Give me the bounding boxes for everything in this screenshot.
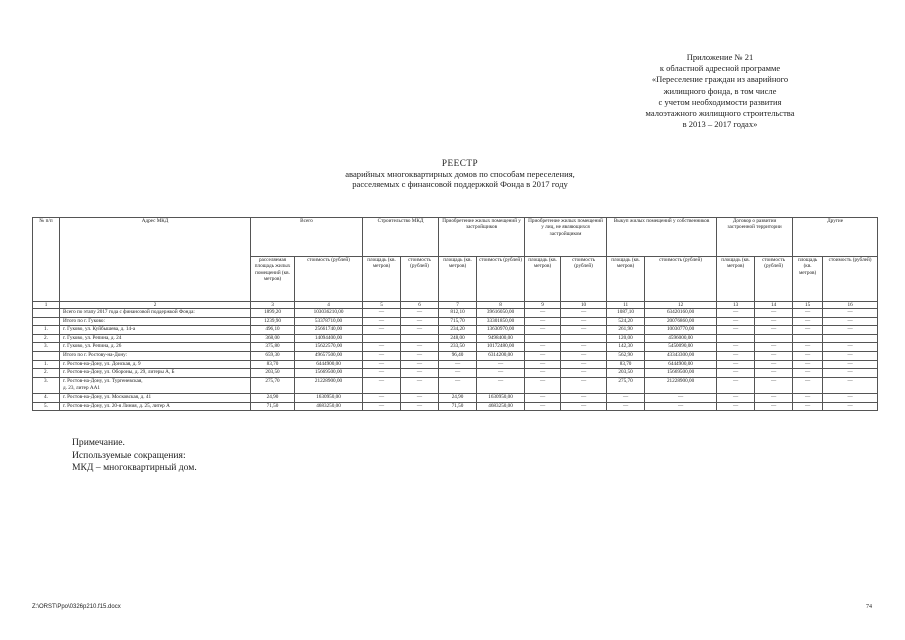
value-cell [363,334,401,343]
value-cell: — [793,377,823,393]
value-cell: — [401,402,439,411]
value-cell: — [717,309,755,318]
value-cell: 248,00 [439,334,477,343]
value-cell: 812,10 [439,309,477,318]
value-cell: — [755,317,793,326]
value-cell: 21228900,00 [645,377,717,393]
value-cell: — [525,402,561,411]
value-cell: — [823,360,878,369]
value-cell: 71,50 [439,402,477,411]
value-cell: 496,10 [251,326,295,335]
column-number-cell: 1 [33,302,60,309]
value-cell: 375,80 [251,343,295,352]
value-cell: — [717,402,755,411]
header-acquisition-others: Приобретение жилых помещений у лиц, не являющихся застройщиком [525,218,607,257]
value-cell: 15669500,00 [295,369,363,378]
value-cell: — [439,360,477,369]
column-number-cell: 5 [363,302,401,309]
sub-header-cost: стоимость (рублей) [561,257,607,302]
table-row [33,377,878,393]
value-cell: — [823,377,878,393]
value-cell: — [607,402,645,411]
row-number-cell: 1. [33,326,60,335]
value-cell: — [793,326,823,335]
note-abbrev-heading: Используемые сокращения: [72,449,186,461]
value-cell: 1630950,00 [477,393,525,402]
column-number-cell: 9 [525,302,561,309]
value-cell: 261,90 [607,326,645,335]
row-number-cell: 4. [33,393,60,402]
address-cell [60,360,251,369]
column-number-cell: 4 [295,302,363,309]
header-buyout: Выкуп жилых помещений у собственников [607,218,717,257]
value-cell: 4683250,00 [477,402,525,411]
column-number-cell: 8 [477,302,525,309]
table-row [33,369,878,378]
value-cell: 71,50 [251,402,295,411]
value-cell: — [363,393,401,402]
value-cell: 24,90 [251,393,295,402]
value-cell: — [561,360,607,369]
column-number-cell: 7 [439,302,477,309]
value-cell: — [363,351,401,360]
header-total: Всего [251,218,363,257]
note-abbrev-mkd: МКД – многоквартирный дом. [72,462,197,474]
value-cell: 6444900,00 [645,360,717,369]
value-cell: 53378710,00 [295,317,363,326]
header-other: Другие [793,218,878,257]
address-text: Всего по этапу 2017 года с финансовой поддержкой Фонда: [63,309,195,315]
table-row [33,334,878,343]
value-cell: — [755,369,793,378]
value-cell: — [823,343,878,352]
value-cell: 21228900,00 [295,377,363,393]
sub-header-cost: стоимость (рублей) [477,257,525,302]
header-address: Адрес МКД [60,218,251,302]
table-row [33,393,878,402]
value-cell: 203,50 [607,369,645,378]
value-cell: — [525,343,561,352]
sub-header-cost: стоимость (рублей) [823,257,878,302]
value-cell: — [363,402,401,411]
value-cell: 120,00 [607,334,645,343]
value-cell: 15669500,00 [645,369,717,378]
value-cell: — [793,369,823,378]
address-cell [60,317,251,326]
address-text: г. Гуково, ул. Репина, д. 26 [63,343,122,350]
value-cell: 1087,10 [607,309,645,318]
address-cell [60,343,251,352]
value-cell: — [561,309,607,318]
value-cell [755,334,793,343]
value-cell: — [717,393,755,402]
row-number-cell [33,351,60,360]
column-number-cell: 11 [607,302,645,309]
address-cell [60,351,251,360]
value-cell: — [363,326,401,335]
value-cell: — [755,377,793,393]
column-number-cell: 2 [60,302,251,309]
value-cell: — [645,393,717,402]
note-block [72,437,197,475]
value-cell: 233,50 [439,343,477,352]
appendix-line: малоэтажного жилищного строительства [645,108,795,119]
sub-header-cost: стоимость (рублей) [755,257,793,302]
value-cell: — [525,360,561,369]
value-cell: — [823,309,878,318]
value-cell: — [561,343,607,352]
sub-header-area-full: расселяемая площадь жилых помещений (кв. метров) [251,257,295,302]
value-cell: 9498400,00 [477,334,525,343]
value-cell: 24,90 [439,393,477,402]
address-text: г. Ростов-на-Дону, ул. Тургеневская, [63,377,143,384]
appendix-line: к областной адресной программе [659,63,781,74]
address-cell [60,377,251,393]
value-cell: 20076860,00 [645,317,717,326]
value-cell: — [755,402,793,411]
value-cell: 4683250,00 [295,402,363,411]
value-cell: — [363,309,401,318]
value-cell: — [477,377,525,393]
header-acquisition-developers: Приобретение жилых помещений у застройщиков [439,218,525,257]
value-cell: — [401,351,439,360]
column-number-cell: 10 [561,302,607,309]
value-cell: — [755,326,793,335]
value-cell [401,334,439,343]
appendix-line: с учетом необходимости развития [658,96,782,107]
value-cell: — [755,343,793,352]
value-cell: 83,70 [607,360,645,369]
value-cell: — [755,360,793,369]
value-cell: — [645,402,717,411]
sub-header-cost: стоимость (рублей) [401,257,439,302]
value-cell: 25661740,00 [295,326,363,335]
address-text: Итого по г. Ростову-на-Дону: [63,351,128,358]
value-cell: — [793,317,823,326]
table-row [33,343,878,352]
value-cell: — [823,393,878,402]
appendix-heading [560,52,880,130]
column-number-row [33,302,878,309]
header-num: № п/п [33,218,60,302]
value-cell [823,334,878,343]
address-text: г. Ростов-на-Дону, ул. Московская, д. 41 [63,393,152,400]
value-cell: — [561,369,607,378]
value-cell: 1239,90 [251,317,295,326]
value-cell: 142,30 [607,343,645,352]
address-text: г. Ростов-на-Дону, ул. Обороны, д. 29, литеры А, Б [63,369,175,376]
value-cell: — [755,309,793,318]
appendix-line: Приложение № 21 [686,52,754,62]
value-cell: 368,00 [251,334,295,343]
note-heading: Примечание. [72,437,125,448]
row-number-cell: 3. [33,377,60,393]
value-cell: 715,70 [439,317,477,326]
value-cell: 10172480,00 [477,343,525,352]
value-cell [717,334,755,343]
column-number-cell: 14 [755,302,793,309]
address-cell [60,393,251,402]
sub-header-cost: стоимость (рублей) [645,257,717,302]
row-number-cell: 2. [33,334,60,343]
value-cell: — [525,377,561,393]
address-cell [60,326,251,335]
sub-header-cost: стоимость (рублей) [295,257,363,302]
value-cell: — [477,369,525,378]
value-cell: 39616050,00 [477,309,525,318]
sub-header-area: площадь (кв. метров) [793,257,823,302]
address-text: г. Ростов-на-Дону, ул. Донская, д. 9 [63,360,141,367]
value-cell: — [717,317,755,326]
address-text: г. Ростов-на-Дону, ул. 20-я Линия, д. 25, литер А [63,402,170,409]
value-cell: — [439,377,477,393]
value-cell: 49657500,00 [295,351,363,360]
sub-header-area: площадь (кв. метров) [717,257,755,302]
value-cell: — [561,393,607,402]
sub-header-area: площадь (кв. метров) [525,257,561,302]
row-number-cell: 2. [33,369,60,378]
table-row [33,351,878,360]
value-cell: — [793,393,823,402]
value-cell: — [717,377,755,393]
value-cell: — [717,343,755,352]
column-number-cell: 3 [251,302,295,309]
column-number-cell: 16 [823,302,878,309]
value-cell: — [477,360,525,369]
row-number-cell: 3. [33,343,60,352]
column-number-cell: 12 [645,302,717,309]
value-cell: 275,70 [251,377,295,393]
title-line-3: расселяемых с финансовой поддержкой Фонда в 2017 году [352,179,568,189]
value-cell: 659,30 [251,351,295,360]
value-cell: 10030770,00 [645,326,717,335]
appendix-line: «Переселение граждан из аварийного [651,74,789,85]
value-cell: — [401,369,439,378]
register-table [32,217,878,411]
value-cell: — [401,360,439,369]
table-row [33,402,878,411]
value-cell: 96,40 [439,351,477,360]
title-line-2: аварийных многоквартирных домов по способам переселения, [345,168,575,179]
address-cell [60,369,251,378]
value-cell: — [525,309,561,318]
value-cell: — [401,309,439,318]
title-line-1: РЕЕСТР [441,158,479,168]
value-cell: 562,90 [607,351,645,360]
value-cell: — [823,326,878,335]
value-cell: — [363,317,401,326]
value-cell: 63420160,00 [645,309,717,318]
value-cell: — [401,377,439,393]
address-cell [60,402,251,411]
footer-file-path: Z:\ORST\Ppo\0326p210.f15.docx [32,604,121,610]
value-cell: 14094400,00 [295,334,363,343]
footer-page-number: 74 [866,604,872,610]
header-construction: Строительство МКД [363,218,439,257]
value-cell: 203,50 [251,369,295,378]
value-cell [793,334,823,343]
value-cell: — [363,360,401,369]
address-cell [60,309,251,318]
value-cell: — [401,393,439,402]
value-cell: — [561,351,607,360]
value-cell: — [717,369,755,378]
value-cell: — [525,393,561,402]
value-cell: 234,20 [439,326,477,335]
column-number-cell: 6 [401,302,439,309]
header-row-groups [33,218,878,257]
value-cell: — [717,360,755,369]
value-cell: — [717,326,755,335]
value-cell: 1899,20 [251,309,295,318]
register-title [250,158,670,190]
value-cell: 83,70 [251,360,295,369]
appendix-line: в 2013 – 2017 годах» [682,119,758,130]
sub-header-area: площадь (кв. метров) [439,257,477,302]
value-cell: — [401,317,439,326]
value-cell: — [401,326,439,335]
value-cell: — [793,309,823,318]
value-cell: — [363,369,401,378]
value-cell: — [525,326,561,335]
value-cell: — [823,369,878,378]
row-number-cell [33,309,60,318]
value-cell: 275,70 [607,377,645,393]
value-cell: — [439,369,477,378]
value-cell: — [793,351,823,360]
value-cell: 5450090,00 [645,343,717,352]
value-cell: — [607,393,645,402]
row-number-cell: 1. [33,360,60,369]
value-cell: 43343300,00 [645,351,717,360]
value-cell: — [561,326,607,335]
value-cell: 4596000,00 [645,334,717,343]
value-cell: — [793,402,823,411]
value-cell: 15622570,00 [295,343,363,352]
value-cell: 33301850,00 [477,317,525,326]
sub-header-area: площадь (кв. метров) [607,257,645,302]
value-cell: — [755,393,793,402]
value-cell: — [525,369,561,378]
value-cell: 6314200,00 [477,351,525,360]
table-row [33,326,878,335]
value-cell: — [717,351,755,360]
value-cell: 1630950,00 [295,393,363,402]
value-cell: — [525,351,561,360]
value-cell [561,334,607,343]
value-cell: — [525,317,561,326]
value-cell: — [793,360,823,369]
table-row [33,309,878,318]
address-text: г. Гуково, ул. Репина, д. 24 [63,334,122,341]
address-text-continued: д. 23, литер АА1 [63,385,100,392]
value-cell: — [363,343,401,352]
value-cell: — [823,351,878,360]
value-cell: — [561,402,607,411]
value-cell: 6444900,00 [295,360,363,369]
row-number-cell [33,317,60,326]
value-cell: 13630970,00 [477,326,525,335]
address-cell [60,334,251,343]
column-number-cell: 15 [793,302,823,309]
address-text: Итого по г. Гуково: [63,317,105,324]
value-cell: — [755,351,793,360]
value-cell: — [401,343,439,352]
value-cell: 103036210,00 [295,309,363,318]
table-row [33,360,878,369]
row-number-cell: 5. [33,402,60,411]
value-cell: — [823,402,878,411]
appendix-line: жилищного фонда, в том числе [663,85,777,96]
address-text: г. Гуково, ул. Куйбышева, д. 14-а [63,326,136,333]
header-development-contract: Договор о развитии застроенной территории [717,218,793,257]
value-cell: — [561,317,607,326]
sub-header-area: площадь (кв. метров) [363,257,401,302]
value-cell [525,334,561,343]
value-cell: 524,20 [607,317,645,326]
value-cell: — [793,343,823,352]
value-cell: — [823,317,878,326]
column-number-cell: 13 [717,302,755,309]
table-row [33,317,878,326]
value-cell: — [363,377,401,393]
value-cell: — [561,377,607,393]
